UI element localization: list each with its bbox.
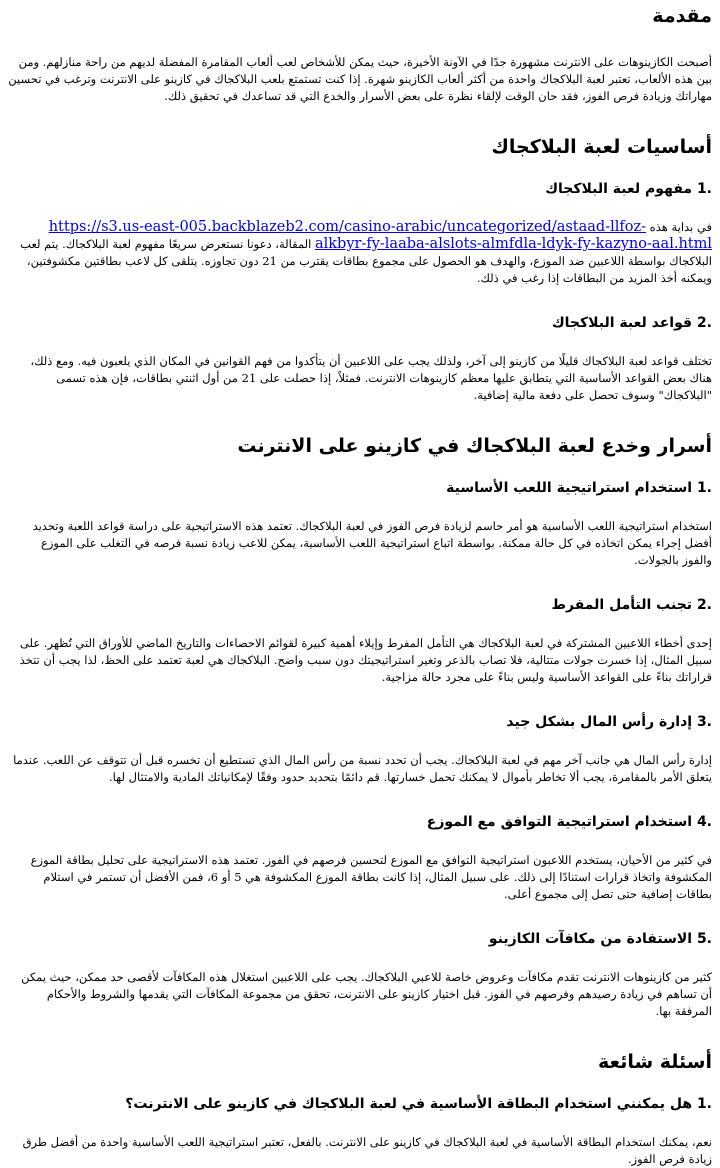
item-title: استخدام استراتيجية التوافق مع الموزع — [426, 814, 693, 830]
text-before-link: في بداية هذه — [649, 220, 712, 234]
faq-item-1-title — [8, 1094, 712, 1114]
intro-heading: مقدمة — [652, 5, 712, 27]
secrets-item-5-text: كثير من كازينوهات الانترنت تقدم مكافآت وعروض خاصة للاعبي البلاكجاك. يجب على اللاعبين استغلال هذه المكافآت لأقصى حد ممكن، حيث يمكن أن تساهم في زيادة رصيدهم وفرصهم في الفوز. قبل اختيار كازينو على الانترنت، تحقق من مجموعة المكافآت التي يقدمها والشروط والأحكام المرفقة بها. — [21, 970, 712, 1018]
item-number: 1. — [696, 480, 712, 496]
item-title: إدارة رأس المال بشكل جيد — [506, 714, 693, 730]
faq-item-1-text: نعم، يمكنك استخدام البطاقة الأساسية في لعبة البلاكجاك في كازينو على الانترنت. بالفعل، تعتبر استراتيجية اللعب الأساسية واحدة من أفضل طرق زيادة فرص الفوز. — [22, 1135, 712, 1166]
text-after-link: المقالة، دعونا نستعرض سريعًا مفهوم لعبة البلاكجاك. يتم لعب البلاكجاك بواسطة اللاعبين ضد الموزع، والهدف هو الحصول على مجموع بطاقات يقترب من 21 دون تجاوزه. يتلقى كل لاعب بطاقتين مكشوفتين، ويمكنه أخذ المزيد من البطاقات إذا رغب في ذلك. — [20, 237, 712, 285]
secrets-item-4-title — [8, 812, 712, 832]
secrets-heading: أسرار وخدع لعبة البلاكجاك في كازينو على الانترنت — [237, 435, 712, 457]
article-link[interactable]: https://s3.us-east-005.backblazeb2.com/casino-arabic/uncategorized/astaad-llfoz-alkbyr-fy-laaba-alslots-almfdla-ldyk-fy-kazyno-aal.html — [48, 219, 712, 252]
item-title: الاستفادة من مكافآت الكازينو — [488, 931, 693, 947]
item-number: 2. — [696, 597, 712, 613]
basics-item-2-text: تختلف قواعد لعبة البلاكجاك قليلًا من كازينو إلى آخر، ولذلك يجب على اللاعبين أن يتأكدوا من فهم القوانين في المكان الذي يلعبون فيه. ومع ذلك، هناك بعض القواعد الأساسية التي يتطابق عليها معظم كازينوهات الانترنت. فمثلاً، إذا حصلت على 21 من أول اثنتي بطاقات، فإن هذه تسمى "البلاكجاك" وسوف تحصل على دفعة مالية إضافية. — [30, 354, 712, 402]
item-number: 2. — [696, 315, 712, 331]
basics-item-2-title — [8, 313, 712, 333]
basics-item-1-text — [8, 219, 712, 287]
secrets-item-1-title — [8, 478, 712, 498]
item-title: تجنب التأمل المفرط — [551, 597, 693, 613]
basics-item-1-title — [8, 179, 712, 199]
secrets-item-2-text: إحدى أخطاء اللاعبين المشتركة في لعبة البلاكجاك هي التأمل المفرط وإيلاء أهمية كبيرة لقوائم الاحصاءات والتاريخ الماضي للأوراق التي تُظهر. على سبيل المثال، إذا خسرت جولات متتالية، فلا تصاب بالذعر وتغير استراتيجيتك دون سبب واضح. البلاكجاك هي لعبة تعتمد على الحظ، لذا يجب أن تتخذ قراراتك بناءً على القواعد الأساسية وليس بناءً على مجرد حالة مزاجية. — [19, 636, 712, 684]
faq-heading: أسئلة شائعة — [597, 1051, 712, 1073]
secrets-item-4-text: في كثير من الأحيان، يستخدم اللاعبون استراتيجية التوافق مع الموزع لتحسين فرصهم في الفوز. تعتمد هذه الاستراتيجية على تحليل بطاقة الموزع المكشوفة واتخاذ قرارات استنادًا إلى ذلك. على سبيل المثال، إذا كانت بطاقة الموزع المكشوفة هي 5 أو 6، فمن الأفضل أن تستمر في استلام بطاقات إضافية حتى تصل إلى مجموع أعلى. — [30, 853, 712, 901]
item-title: قواعد لعبة البلاكجاك — [551, 315, 693, 331]
item-number: 3. — [696, 714, 712, 730]
item-title: مفهوم لعبة البلاكجاك — [545, 181, 693, 197]
article — [0, 4, 720, 1168]
intro-paragraph: أصبحت الكازينوهات على الانترنت مشهورة جدًا في الآونة الأخيرة، حيث يمكن للأشخاص لعب ألعاب المقامرة المفضلة لديهم من راحة منازلهم. ومن بين هذه الألعاب، تعتبر لعبة البلاكجاك واحدة من أكثر ألعاب الكازينو شهرة. إذا كنت تستمتع بلعب البلاكجاك في كازينو على الانترنت وترغب في تحسين مهاراتك وزيادة فرص الفوز، فقد حان الوقت لإلقاء نظرة على بعض الأسرار والخدع التي قد تساعدك في تحقيق ذلك. — [8, 55, 712, 103]
item-title: هل يمكنني استخدام البطاقة الأساسية في لعبة البلاكجاك في كازينو على الانترنت؟ — [125, 1096, 693, 1112]
item-number: 4. — [696, 814, 712, 830]
secrets-item-5-title — [8, 929, 712, 949]
item-number: 1. — [696, 181, 712, 197]
secrets-item-3-title — [8, 712, 712, 732]
secrets-item-3-text: إدارة رأس المال هي جانب آخر مهم في لعبة البلاكجاك. يجب أن تحدد نسبة من رأس المال الذي تستطيع أن تخسره قبل أن تتوقف عن اللعب. عندما يتعلق الأمر بالمقامرة، يجب ألا تخاطر بأموال لا يمكنك تحمل خسارتها. قم دائمًا بتحديد حدود وفقًا لإمكانياتك المادية والامتثال لها. — [13, 753, 712, 784]
item-number: 1. — [696, 1096, 712, 1112]
secrets-item-2-title — [8, 595, 712, 615]
basics-heading: أساسيات لعبة البلاكجاك — [491, 136, 712, 158]
secrets-item-1-text: استخدام استراتيجية اللعب الأساسية هو أمر حاسم لزيادة فرص الفوز في لعبة البلاكجاك. تعتمد هذه الاستراتيجية على دراسة قواعد اللعبة وتحديد أفضل إجراء يمكن اتخاذه في كل حالة ممكنة. بواسطة اتباع استراتيجية اللعب الأساسية، يمكن للاعب زيادة نسبة فرصه في التغلب على الموزع والفوز بالجولات. — [32, 519, 712, 567]
item-number: 5. — [696, 931, 712, 947]
item-title: استخدام استراتيجية اللعب الأساسية — [446, 480, 693, 496]
